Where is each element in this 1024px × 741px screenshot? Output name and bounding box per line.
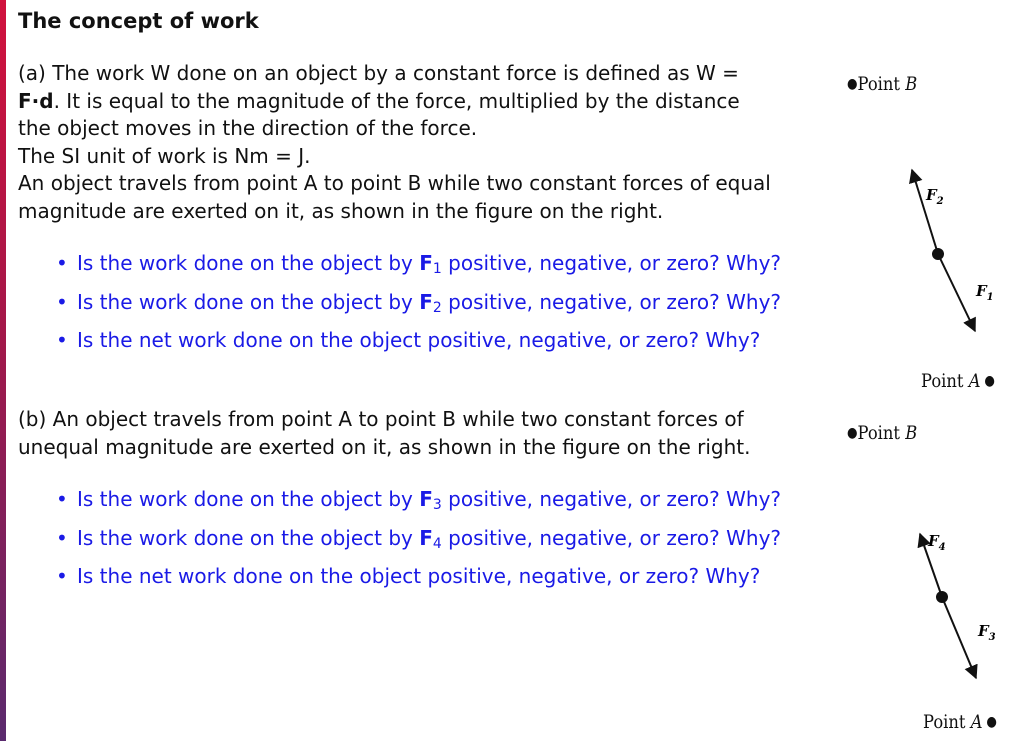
figure-a-point-b-label: ●Point B — [847, 73, 918, 95]
figure-a-force-diagram — [910, 168, 994, 343]
question-a3: • Is the net work done on the object positive, negative, or zero? Why? — [56, 324, 781, 357]
part-b-text — [18, 406, 838, 461]
question-a2: • Is the work done on the object by $F_2$ positive, negative, or zero? Why? — [56, 286, 781, 325]
object-dot — [932, 248, 944, 260]
question-b1: • Is the work done on the object by $F_3$ positive, negative, or zero? Why? — [56, 483, 781, 522]
figure-b-force-diagram — [912, 528, 996, 688]
force-f3-arrow — [942, 597, 976, 678]
part-b-line-2: unequal magnitude are exerted on it, as shown in the figure on the right. — [18, 434, 751, 459]
force-f3-label: $F_3$ — [978, 622, 996, 643]
figure-a-point-a-label: Point A ● — [921, 370, 995, 392]
question-a1: • Is the work done on the object by $F_1$ positive, negative, or zero? Why? — [56, 247, 781, 286]
part-a-text — [18, 60, 838, 225]
force-f2-arrow — [912, 170, 938, 254]
part-a-line-6: magnitude are exerted on it, as shown in the figure on the right. — [18, 198, 664, 223]
part-a-question-list — [56, 247, 781, 357]
part-b-line-1: (b) An object travels from point A to point B while two constant forces of — [18, 407, 744, 431]
figure-b-point-a-label: Point A ● — [923, 711, 997, 733]
part-b-question-list — [56, 483, 781, 593]
slide-title: The concept of work — [18, 9, 259, 33]
work-formula-vector: F·d — [18, 88, 54, 113]
part-a-line-4: The SI unit of work is Nm = J. — [18, 143, 311, 168]
part-a-line-5: An object travels from point A to point B while two constant forces of equal — [18, 171, 771, 195]
object-dot — [936, 591, 948, 603]
part-a-line-3: the object moves in the direction of the force. — [18, 116, 478, 140]
force-f1-label: $F_1$ — [976, 282, 994, 303]
slide-accent-bar — [0, 0, 6, 741]
part-a-line-2: F·d. It is equal to the magnitude of the force, multiplied by the distance — [18, 88, 740, 113]
figure-b-point-b-label: ●Point B — [847, 422, 918, 444]
question-b2: • Is the work done on the object by $F_4$ positive, negative, or zero? Why? — [56, 522, 781, 561]
force-f4-label: $F_4$ — [928, 532, 946, 553]
question-b3: • Is the net work done on the object positive, negative, or zero? Why? — [56, 560, 781, 593]
force-f2-label: $F_2$ — [926, 186, 944, 207]
part-a-line-1: (a) The work W done on an object by a constant force is defined as W = — [18, 61, 739, 85]
force-f1-arrow — [938, 254, 975, 331]
